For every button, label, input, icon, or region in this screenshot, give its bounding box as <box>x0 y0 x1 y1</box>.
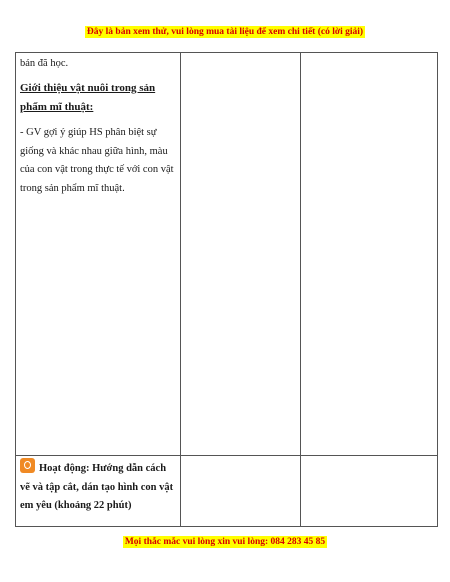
notes-cell <box>301 456 438 527</box>
table-row <box>16 456 438 527</box>
activity-cell <box>16 456 181 527</box>
continuation-text: bán đã học. <box>20 58 69 69</box>
instruction-paragraph: - GV gợi ý giúp HS phân biệt sự giống và khác nhau giữa hình, màu của con vật trong thực tế với con vật trong sản phẩm mĩ thuật. <box>20 126 174 194</box>
student-activity-cell <box>181 456 301 527</box>
preview-notice-banner: Đây là bản xem thử, vui lòng mua tài liệu để xem chi tiết (có lời giải) <box>86 27 364 37</box>
student-activity-cell <box>181 53 301 456</box>
lesson-table <box>15 52 438 527</box>
activity-icon <box>20 458 35 473</box>
activity-title: Hoạt động: Hướng dẫn cách vẽ và tập cắt, dán tạo hình con vật em yêu (khoảng 22 phút) <box>20 463 174 512</box>
section-heading: Giới thiệu vật nuôi trong sản phẩm mĩ thuật: <box>20 81 156 114</box>
table-row <box>16 53 438 456</box>
contact-notice-banner: Mọi thắc mắc vui lòng xin vui lòng: 084 283 45 85 <box>124 537 326 547</box>
notes-cell <box>301 53 438 456</box>
teacher-activity-cell <box>16 53 181 456</box>
